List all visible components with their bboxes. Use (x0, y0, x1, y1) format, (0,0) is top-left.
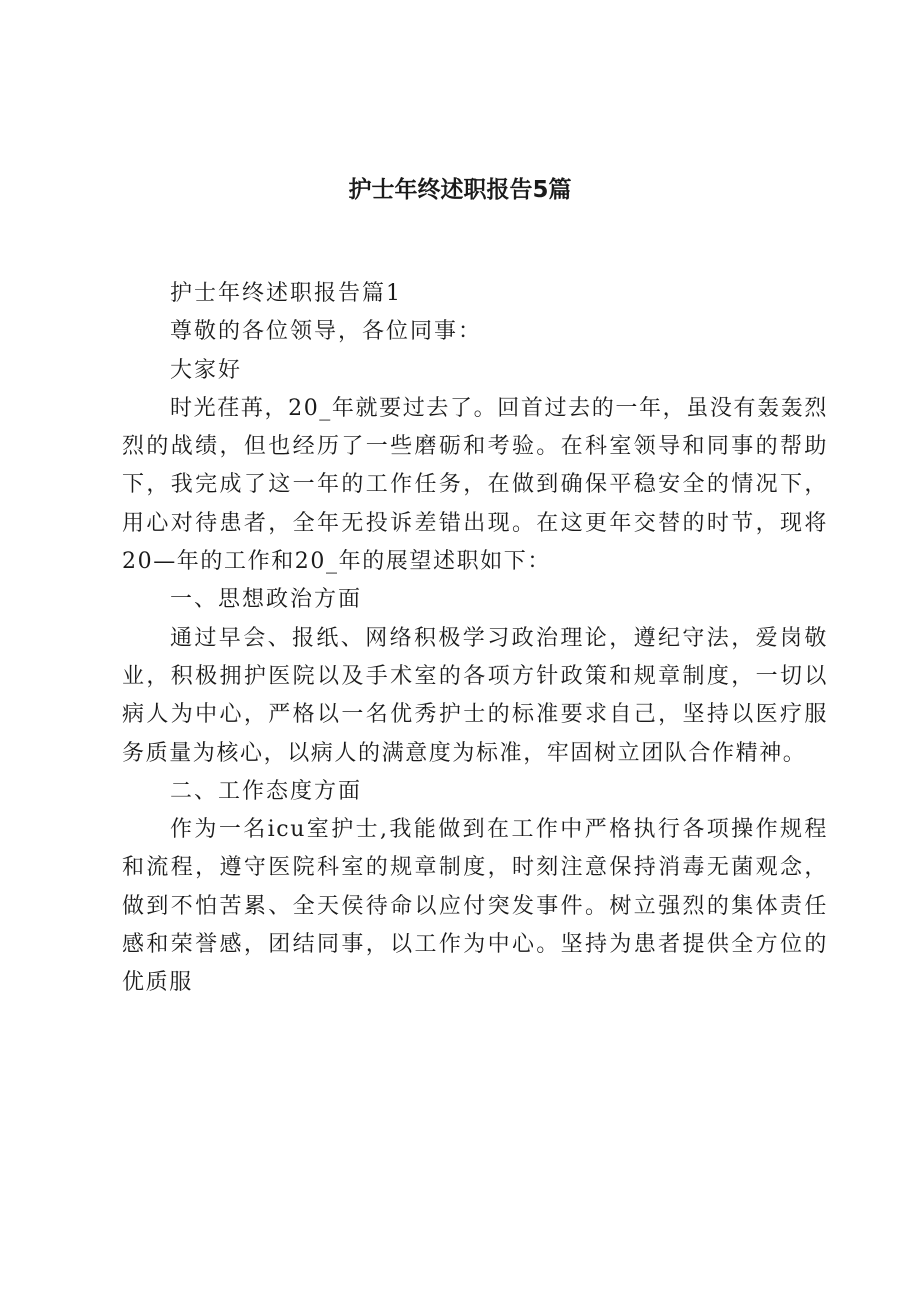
politics-heading: 一、思想政治方面 (170, 587, 363, 613)
salutation-line: 尊敬的各位领导，各位同事： (170, 319, 483, 345)
politics-paragraph: 通过早会、报纸、网络积极学习政治理论，遵纪守法，爱岗敬业，积极拥护医院以及手术室的各项方针政策和规章制度，一切以病人为中心，严格以一名优秀护士的标准要求自己，坚持以医疗服务质量为核心，以病人的满意度为标准，牢固树立团队合作精神。 (122, 625, 828, 766)
attitude-paragraph: 作为一名icu室护士,我能做到在工作中严格执行各项操作规程和流程，遵守医院科室的规章制度，时刻注意保持消毒无菌观念，做到不怕苦累、全天侯待命以应付突发事件。树立强烈的集体责任感和荣誉感，团结同事，以工作为中心。坚持为患者提供全方位的优质服 (122, 817, 828, 996)
greeting-line: 大家好 (170, 357, 243, 383)
document-title: 护士年终述职报告5篇 (348, 177, 572, 203)
document-body (122, 275, 828, 1003)
section-heading: 护士年终述职报告篇1 (170, 281, 402, 306)
attitude-heading: 二、工作态度方面 (170, 778, 363, 804)
intro-paragraph: 时光荏苒，20_年就要过去了。回首过去的一年，虽没有轰轰烈烈的战绩，但也经历了一些磨砺和考验。在科室领导和同事的帮助下，我完成了这一年的工作任务，在做到确保平稳安全的情况下，用心对待患者，全年无投诉差错出现。在这更年交替的时节，现将20—年的工作和20_年的展望述职如下： (122, 395, 828, 575)
